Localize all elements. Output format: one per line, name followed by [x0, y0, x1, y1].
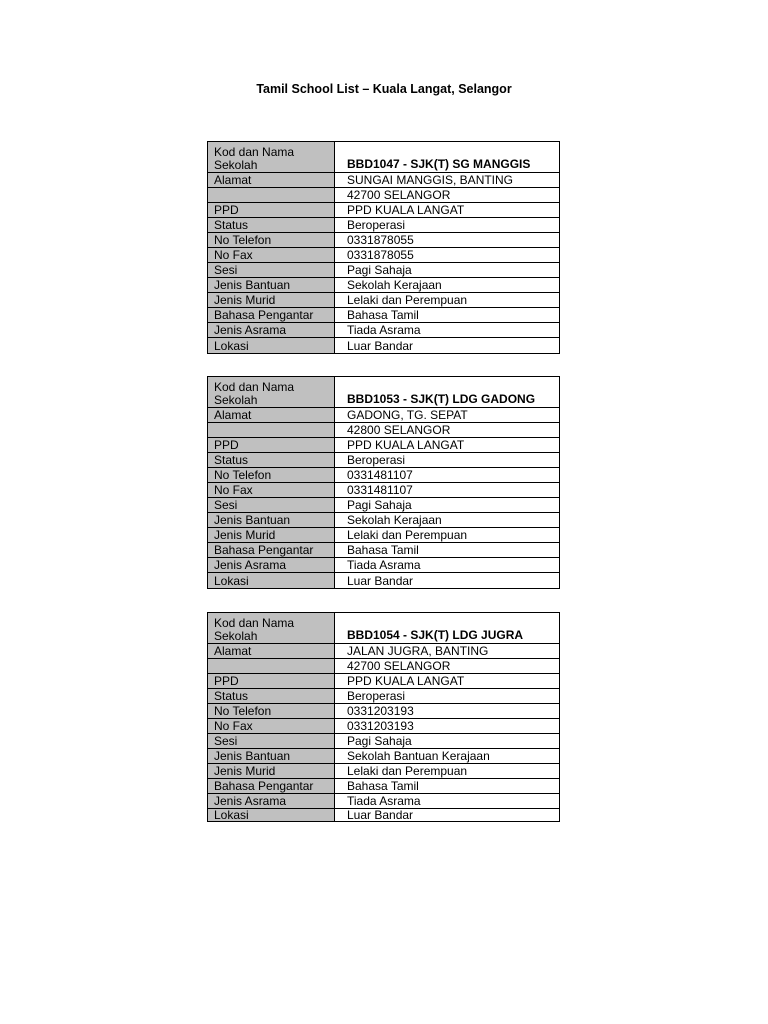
value-no-fax: 0331481107 — [335, 483, 560, 498]
value-lokasi: Luar Bandar — [335, 338, 560, 354]
table-row — [208, 558, 560, 573]
label-alamat-continued — [208, 423, 335, 438]
table-row — [208, 308, 560, 323]
label-no-telefon: No Telefon — [208, 468, 335, 483]
value-alamat: JALAN JUGRA, BANTING — [335, 644, 560, 659]
table-row — [208, 423, 560, 438]
label-cell-kod-nama — [208, 142, 335, 173]
label-cell-kod-nama — [208, 613, 335, 644]
table-row — [208, 293, 560, 308]
label-jenis-murid: Jenis Murid — [208, 764, 335, 779]
value-lokasi: Luar Bandar — [335, 809, 560, 822]
value-jenis-asrama: Tiada Asrama — [335, 558, 560, 573]
label-jenis-asrama: Jenis Asrama — [208, 323, 335, 338]
table-row — [208, 734, 560, 749]
table-row — [208, 749, 560, 764]
table-row — [208, 142, 560, 173]
school-name: BBD1054 - SJK(T) LDG JUGRA — [335, 613, 560, 644]
value-no-telefon: 0331203193 — [335, 704, 560, 719]
table-row — [208, 438, 560, 453]
value-jenis-asrama: Tiada Asrama — [335, 323, 560, 338]
value-lokasi: Luar Bandar — [335, 573, 560, 589]
value-jenis-asrama: Tiada Asrama — [335, 794, 560, 809]
table-row — [208, 513, 560, 528]
table-row — [208, 809, 560, 822]
value-sesi: Pagi Sahaja — [335, 498, 560, 513]
label-ppd: PPD — [208, 203, 335, 218]
value-jenis-murid: Lelaki dan Perempuan — [335, 293, 560, 308]
value-alamat: GADONG, TG. SEPAT — [335, 408, 560, 423]
value-status: Beroperasi — [335, 218, 560, 233]
table-row — [208, 263, 560, 278]
label-jenis-bantuan: Jenis Bantuan — [208, 749, 335, 764]
table-row — [208, 573, 560, 589]
label-kod-nama-line2: Sekolah — [214, 629, 258, 643]
value-jenis-bantuan: Sekolah Kerajaan — [335, 513, 560, 528]
value-no-telefon: 0331481107 — [335, 468, 560, 483]
label-bahasa-pengantar: Bahasa Pengantar — [208, 543, 335, 558]
table-row — [208, 794, 560, 809]
table-row — [208, 173, 560, 188]
label-no-telefon: No Telefon — [208, 704, 335, 719]
label-sesi: Sesi — [208, 734, 335, 749]
label-bahasa-pengantar: Bahasa Pengantar — [208, 308, 335, 323]
table-row — [208, 674, 560, 689]
value-alamat: SUNGAI MANGGIS, BANTING — [335, 173, 560, 188]
label-kod-nama-line1: Kod dan Nama — [214, 145, 295, 159]
value-no-fax: 0331203193 — [335, 719, 560, 734]
label-jenis-bantuan: Jenis Bantuan — [208, 278, 335, 293]
label-kod-nama-line1: Kod dan Nama — [214, 616, 295, 630]
table-row — [208, 689, 560, 704]
table-row — [208, 764, 560, 779]
label-alamat: Alamat — [208, 644, 335, 659]
label-lokasi: Lokasi — [208, 573, 335, 589]
table-row — [208, 719, 560, 734]
label-status: Status — [208, 689, 335, 704]
value-jenis-murid: Lelaki dan Perempuan — [335, 764, 560, 779]
table-row — [208, 483, 560, 498]
school-table — [207, 612, 560, 822]
document-title: Tamil School List – Kuala Langat, Selangor — [256, 82, 512, 96]
label-no-telefon: No Telefon — [208, 233, 335, 248]
table-row — [208, 248, 560, 263]
label-cell-kod-nama — [208, 377, 335, 408]
label-jenis-asrama: Jenis Asrama — [208, 794, 335, 809]
label-status: Status — [208, 218, 335, 233]
value-status: Beroperasi — [335, 689, 560, 704]
table-row — [208, 498, 560, 513]
value-bahasa-pengantar: Bahasa Tamil — [335, 308, 560, 323]
table-row — [208, 779, 560, 794]
label-no-fax: No Fax — [208, 483, 335, 498]
table-row — [208, 323, 560, 338]
table-row — [208, 218, 560, 233]
label-jenis-bantuan: Jenis Bantuan — [208, 513, 335, 528]
label-alamat-continued — [208, 659, 335, 674]
label-ppd: PPD — [208, 438, 335, 453]
label-no-fax: No Fax — [208, 248, 335, 263]
table-row — [208, 233, 560, 248]
value-jenis-murid: Lelaki dan Perempuan — [335, 528, 560, 543]
label-no-fax: No Fax — [208, 719, 335, 734]
label-ppd: PPD — [208, 674, 335, 689]
value-bahasa-pengantar: Bahasa Tamil — [335, 779, 560, 794]
school-table — [207, 141, 560, 354]
label-alamat: Alamat — [208, 173, 335, 188]
value-no-fax: 0331878055 — [335, 248, 560, 263]
label-kod-nama-line1: Kod dan Nama — [214, 380, 295, 394]
label-status: Status — [208, 453, 335, 468]
label-alamat: Alamat — [208, 408, 335, 423]
school-table — [207, 376, 560, 589]
table-row — [208, 543, 560, 558]
label-lokasi: Lokasi — [208, 338, 335, 354]
table-row — [208, 468, 560, 483]
label-lokasi: Lokasi — [208, 809, 335, 822]
table-row — [208, 613, 560, 644]
table-row — [208, 188, 560, 203]
table-row — [208, 377, 560, 408]
table-row — [208, 278, 560, 293]
value-alamat-postcode: 42700 SELANGOR — [335, 188, 560, 203]
value-alamat-postcode: 42700 SELANGOR — [335, 659, 560, 674]
label-kod-nama-line2: Sekolah — [214, 393, 258, 407]
value-ppd: PPD KUALA LANGAT — [335, 203, 560, 218]
table-row — [208, 203, 560, 218]
table-row — [208, 528, 560, 543]
value-sesi: Pagi Sahaja — [335, 734, 560, 749]
label-alamat-continued — [208, 188, 335, 203]
label-kod-nama-line2: Sekolah — [214, 158, 258, 172]
school-name: BBD1047 - SJK(T) SG MANGGIS — [335, 142, 560, 173]
value-jenis-bantuan: Sekolah Kerajaan — [335, 278, 560, 293]
table-row — [208, 644, 560, 659]
table-row — [208, 408, 560, 423]
label-jenis-murid: Jenis Murid — [208, 293, 335, 308]
school-name: BBD1053 - SJK(T) LDG GADONG — [335, 377, 560, 408]
label-sesi: Sesi — [208, 498, 335, 513]
value-ppd: PPD KUALA LANGAT — [335, 438, 560, 453]
value-no-telefon: 0331878055 — [335, 233, 560, 248]
table-row — [208, 659, 560, 674]
table-row — [208, 338, 560, 354]
value-bahasa-pengantar: Bahasa Tamil — [335, 543, 560, 558]
value-jenis-bantuan: Sekolah Bantuan Kerajaan — [335, 749, 560, 764]
value-ppd: PPD KUALA LANGAT — [335, 674, 560, 689]
label-jenis-asrama: Jenis Asrama — [208, 558, 335, 573]
label-sesi: Sesi — [208, 263, 335, 278]
value-alamat-postcode: 42800 SELANGOR — [335, 423, 560, 438]
value-status: Beroperasi — [335, 453, 560, 468]
table-row — [208, 453, 560, 468]
value-sesi: Pagi Sahaja — [335, 263, 560, 278]
label-bahasa-pengantar: Bahasa Pengantar — [208, 779, 335, 794]
label-jenis-murid: Jenis Murid — [208, 528, 335, 543]
table-row — [208, 704, 560, 719]
